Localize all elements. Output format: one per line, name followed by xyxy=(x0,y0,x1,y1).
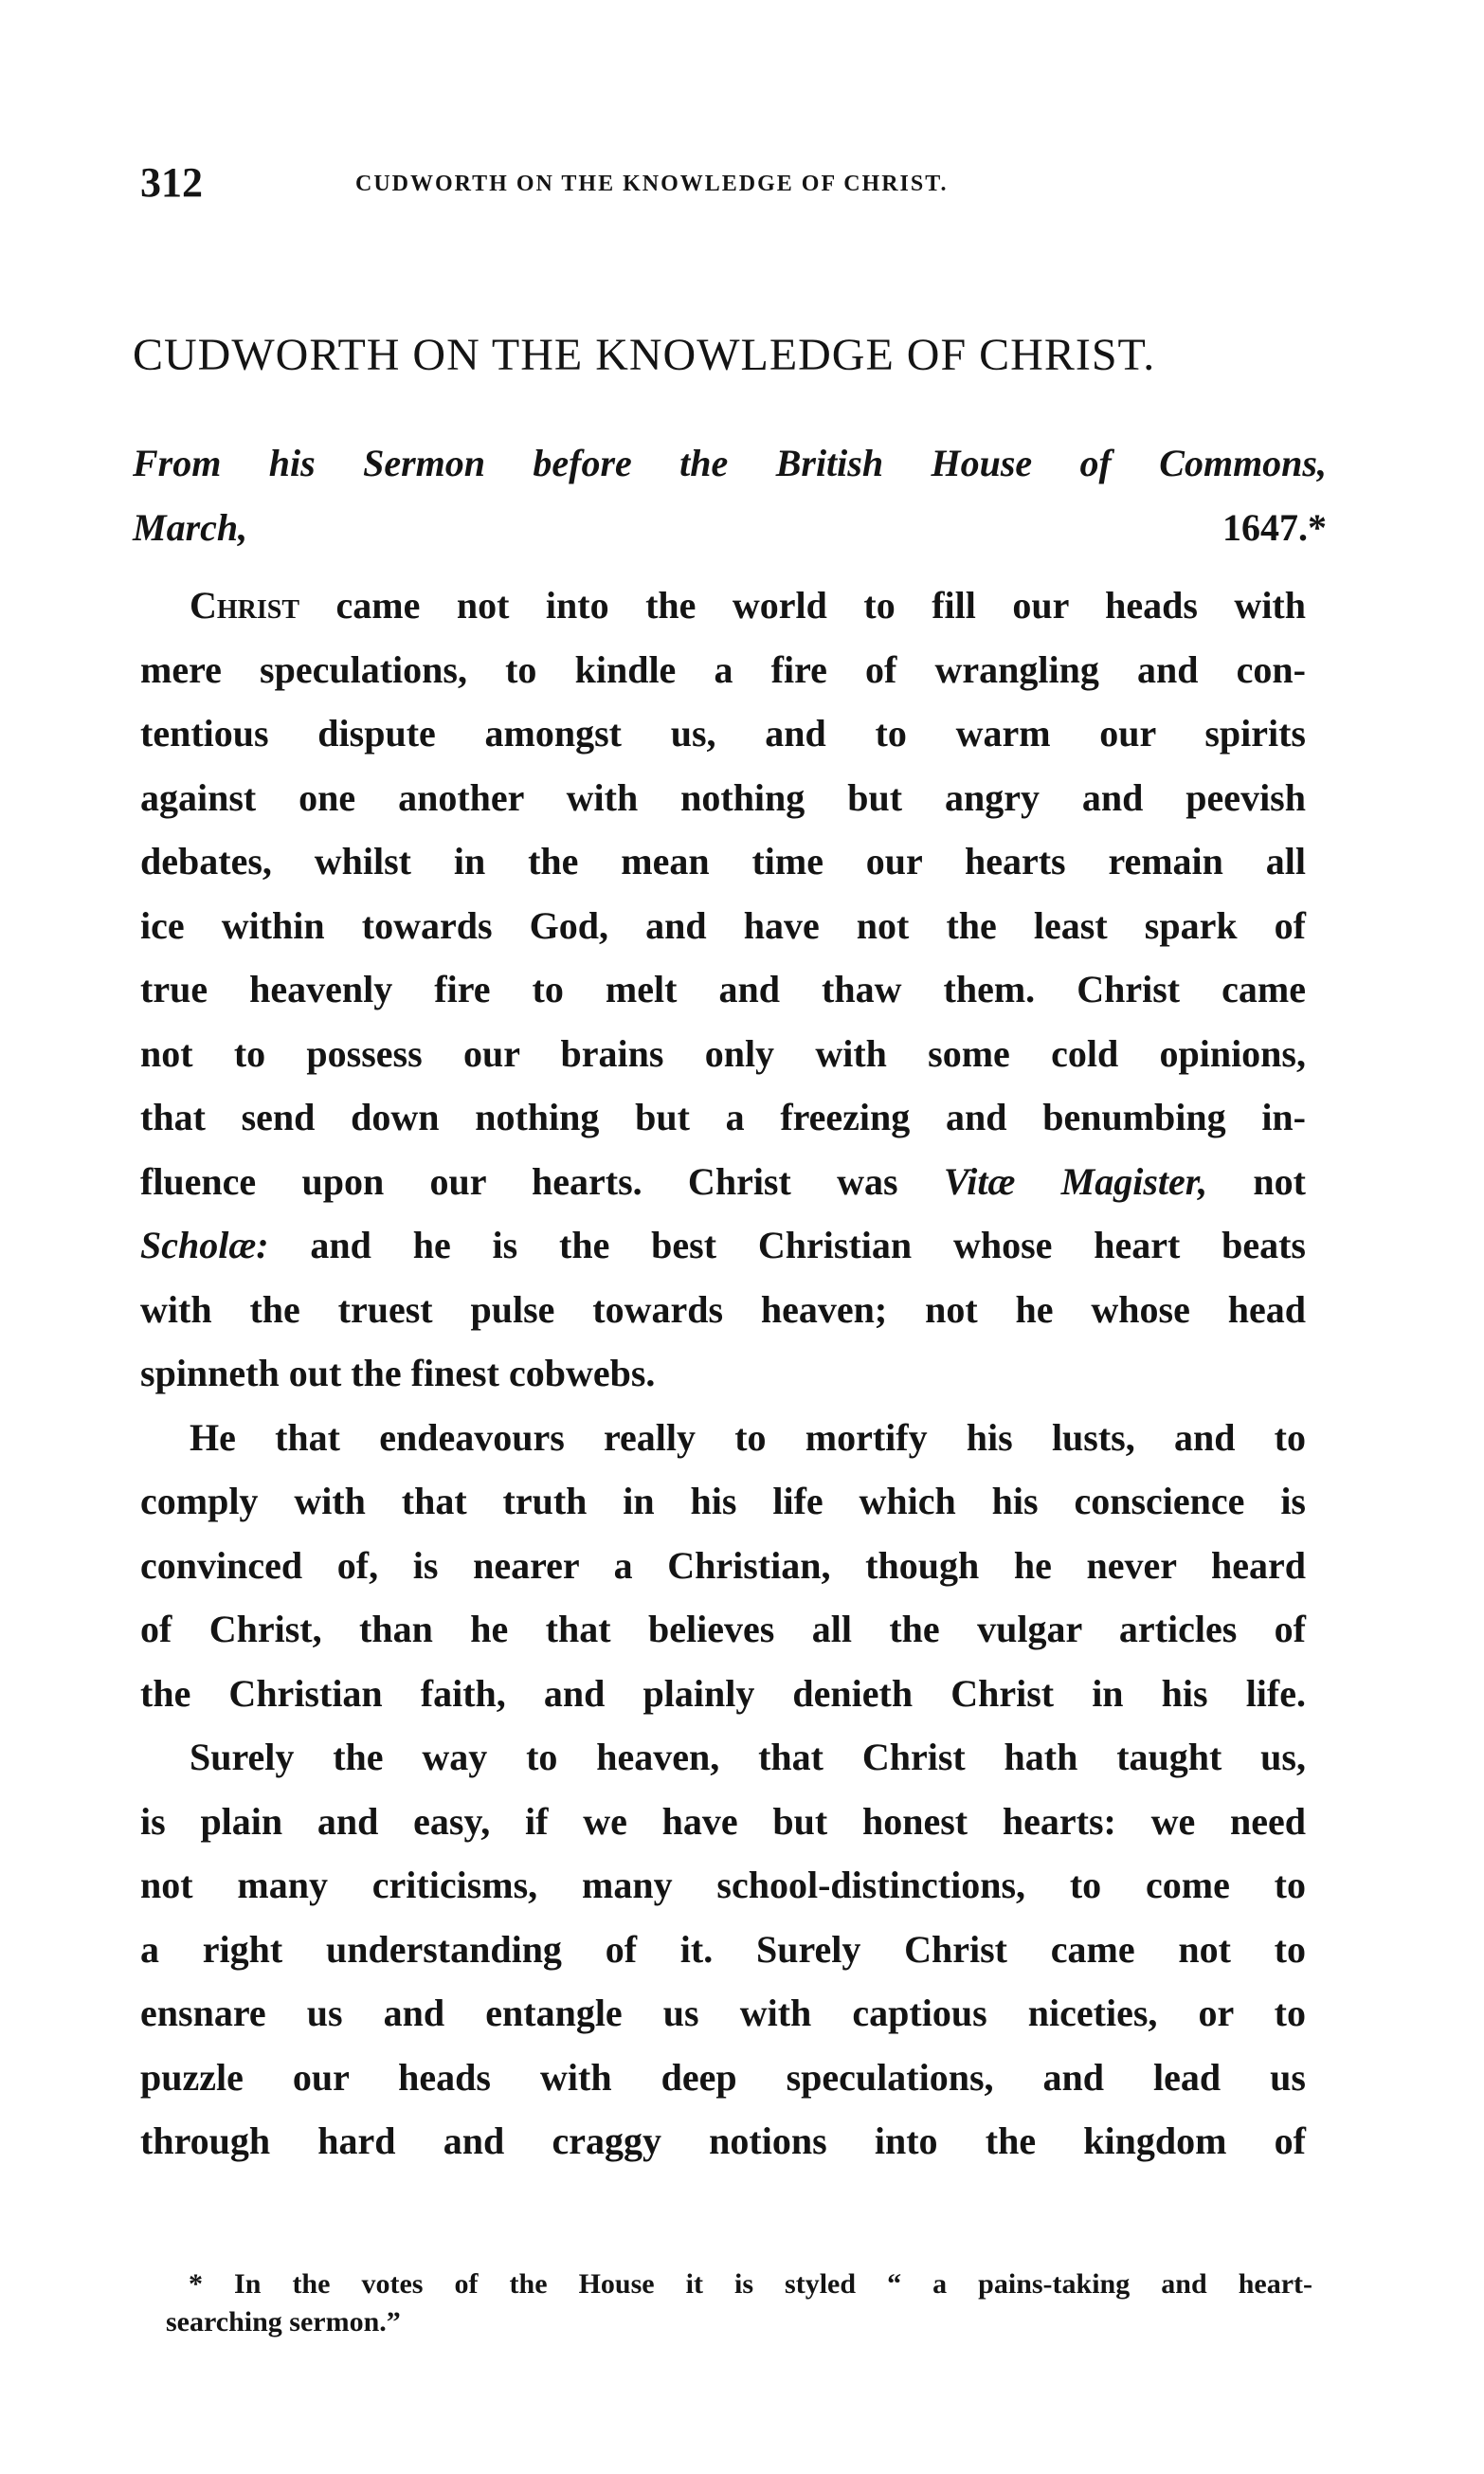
text-line: that send down nothing but a freezing and benumbing in- xyxy=(140,1096,1306,1138)
footnote-line: * In the votes of the House it is styled “ a pains-taking and heart- xyxy=(189,2268,1312,2300)
text-line: true heavenly fire to melt and thaw them. Christ came xyxy=(140,968,1306,1010)
paragraph xyxy=(140,1725,1306,2174)
text-line: through hard and craggy notions into the kingdom of xyxy=(140,2119,1306,2162)
body-text xyxy=(140,573,1306,2174)
text-line: Scholæ: and he is the best Christian whose heart beats xyxy=(140,1224,1306,1266)
subtitle xyxy=(133,431,1327,559)
running-head xyxy=(133,159,1194,207)
paragraph xyxy=(140,573,1306,1406)
running-title: CUDWORTH ON THE KNOWLEDGE OF CHRIST. xyxy=(355,172,949,196)
drop-word: Christ xyxy=(190,584,300,627)
subtitle-line-2 xyxy=(133,496,1327,560)
text-line: a right understanding of it. Surely Christ came not to xyxy=(140,1927,1306,1971)
text-line: ice within towards God, and have not the least spark of xyxy=(140,903,1306,947)
text-line: the Christian faith, and plainly denieth Christ in his life. xyxy=(140,1671,1306,1715)
text-line: of Christ, than he that believes all the vulgar articles of xyxy=(140,1608,1306,1650)
text-line: not to possess our brains only with some cold opinions, xyxy=(140,1031,1306,1075)
text-line: not many criticisms, many school-distinctions, to come to xyxy=(140,1864,1306,1906)
text-line: He that endeavours really to mortify his lusts, and to xyxy=(190,1415,1306,1459)
text-line: Christ came not into the world to fill our heads with xyxy=(190,584,1306,627)
text-line: debates, whilst in the mean time our hearts remain all xyxy=(140,840,1306,882)
text-line: is plain and easy, if we have but honest hearts: we need xyxy=(140,1799,1306,1843)
subtitle-line-1: From his Sermon before the British House of Commons, xyxy=(133,442,1327,484)
text-line: tentious dispute amongst us, and to warm our spirits xyxy=(140,712,1306,755)
text-line: against one another with nothing but angry and peevish xyxy=(140,775,1306,819)
text-line: puzzle our heads with deep speculations, and lead us xyxy=(140,2055,1306,2099)
article-title: CUDWORTH ON THE KNOWLEDGE OF CHRIST. xyxy=(133,330,1156,380)
footnote xyxy=(166,2265,1312,2341)
subtitle-date: March, xyxy=(133,505,248,549)
text-line: convinced of, is nearer a Christian, though he never heard xyxy=(140,1543,1306,1587)
footnote-line: searching sermon.” xyxy=(166,2306,401,2338)
text-line: comply with that truth in his life which his conscience is xyxy=(140,1480,1306,1522)
page-number: 312 xyxy=(140,159,203,206)
subtitle-year: 1647.* xyxy=(247,505,1327,549)
text-line: fluence upon our hearts. Christ was Vitæ Magister, not xyxy=(140,1159,1306,1203)
text-line: mere speculations, to kindle a fire of wrangling and con- xyxy=(140,647,1306,691)
paragraph xyxy=(140,1406,1306,1726)
text-line: Surely the way to heaven, that Christ hath taught us, xyxy=(190,1736,1306,1778)
text-line: with the truest pulse towards heaven; not he whose head xyxy=(140,1287,1306,1331)
text-line: spinneth out the finest cobwebs. xyxy=(140,1352,656,1394)
text-line: ensnare us and entangle us with captious niceties, or to xyxy=(140,1992,1306,2034)
